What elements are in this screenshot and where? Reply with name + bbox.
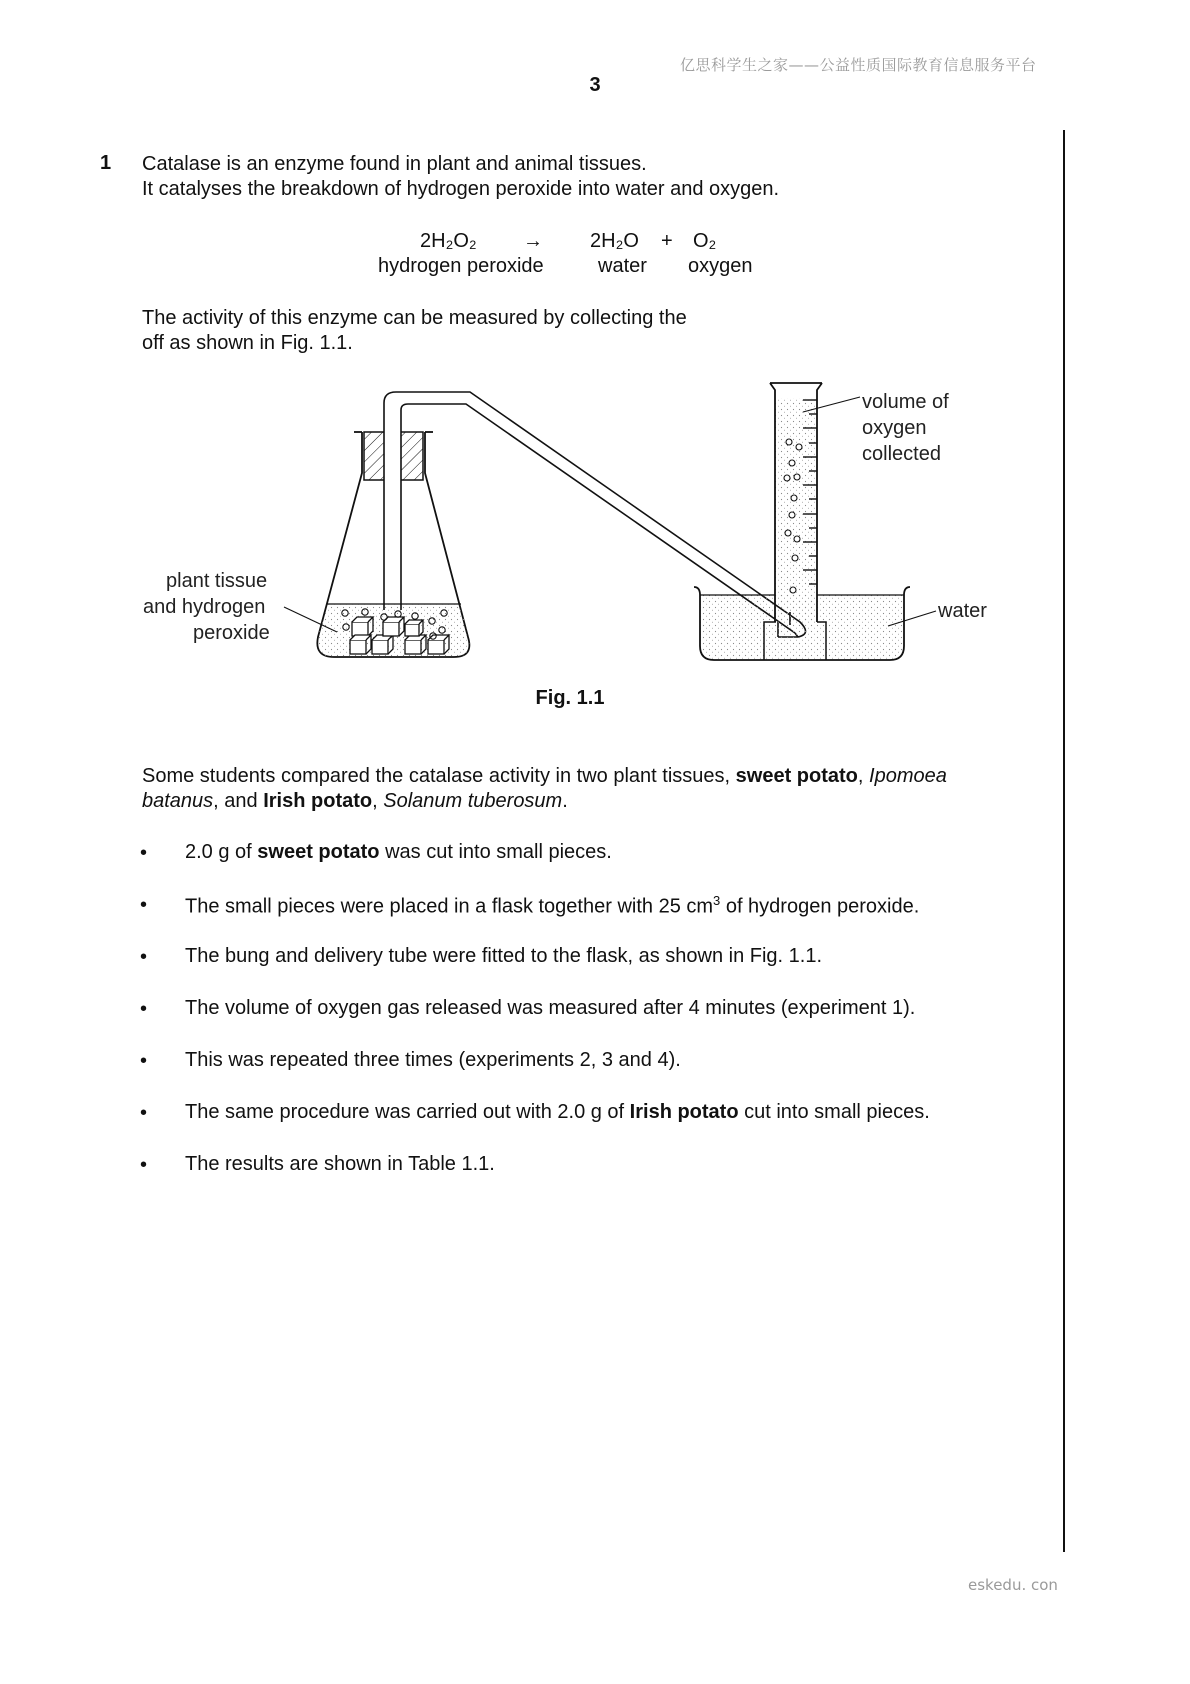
bullet-6-pre: The same procedure was carried out with 2.0 g of xyxy=(185,1101,630,1123)
comparison-end: . xyxy=(562,790,568,812)
equation-arrow: → xyxy=(523,230,543,252)
bullet-3-dot: • xyxy=(140,946,148,968)
sweet-potato-bold: sweet potato xyxy=(735,765,858,787)
bullet-1-post: was cut into small pieces. xyxy=(379,841,612,863)
bullet-1-bold: sweet potato xyxy=(257,841,380,863)
bullet-4-dot: • xyxy=(140,998,148,1020)
equation-product-water: 2H₂O xyxy=(590,230,639,252)
label-volume-3: collected xyxy=(862,443,941,465)
bullet-5: This was repeated three times (experiments 2, 3 and 4). xyxy=(185,1049,681,1071)
comparison-and: , and xyxy=(213,790,264,812)
header-site-name: 亿思科学生之家——公益性质国际教育信息服务平台 xyxy=(680,56,1037,74)
bullet-1 xyxy=(185,841,612,864)
label-volume-2: oxygen xyxy=(862,417,927,439)
equation-reactant: 2H₂O₂ xyxy=(420,230,477,252)
ipomoea-italic: Ipomoea xyxy=(869,765,947,787)
bullet-6 xyxy=(185,1101,930,1124)
label-plant-tissue-3: peroxide xyxy=(193,622,270,644)
bullet-5-dot: • xyxy=(140,1050,148,1072)
activity-line-1: The activity of this enzyme can be measured by collecting the xyxy=(142,307,687,329)
bullet-2-post: of hydrogen peroxide. xyxy=(720,895,920,918)
comparison-comma-2: , xyxy=(372,790,384,812)
measuring-cylinder xyxy=(770,383,822,622)
bullet-7: The results are shown in Table 1.1. xyxy=(185,1153,495,1175)
bullet-2-pre: The small pieces were placed in a flask together with 25 cm xyxy=(185,895,714,918)
bullet-6-dot: • xyxy=(140,1102,148,1124)
bullet-7-dot: • xyxy=(140,1154,148,1176)
equation-water-name: water xyxy=(598,255,647,277)
comparison-comma: , xyxy=(857,765,870,787)
footer-site-name: eskedu. con xyxy=(968,1576,1058,1594)
bullet-1-pre: 2.0 g of xyxy=(185,841,258,863)
question-number: 1 xyxy=(100,152,112,174)
comparison-text: Some students compared the catalase activity in two plant tissues, xyxy=(142,765,736,787)
figure-caption: Fig. 1.1 xyxy=(535,687,605,709)
bung xyxy=(364,430,423,484)
bullet-2 xyxy=(185,893,919,919)
bullet-2-dot: • xyxy=(140,894,148,916)
bullet-6-bold: Irish potato xyxy=(629,1101,739,1123)
equation-reactant-name: hydrogen peroxide xyxy=(378,255,544,277)
intro-line-2: It catalyses the breakdown of hydrogen peroxide into water and oxygen. xyxy=(142,178,780,200)
equation-oxygen-name: oxygen xyxy=(688,255,753,277)
bullet-4: The volume of oxygen gas released was measured after 4 minutes (experiment 1). xyxy=(185,997,916,1019)
label-plant-tissue-2: and hydrogen xyxy=(143,596,266,618)
activity-line-2: off as shown in Fig. 1.1. xyxy=(142,332,353,354)
irish-potato-bold: Irish potato xyxy=(263,790,373,812)
equation-plus: + xyxy=(661,230,673,252)
page-number: 3 xyxy=(589,74,601,96)
bullet-1-dot: • xyxy=(140,842,148,864)
bullet-6-post: cut into small pieces. xyxy=(738,1101,930,1123)
comparison-line-1 xyxy=(142,764,947,789)
intro-line-1: Catalase is an enzyme found in plant and animal tissues. xyxy=(142,153,647,175)
comparison-line-2 xyxy=(142,789,568,814)
label-volume-1: volume of xyxy=(862,391,949,413)
label-plant-tissue-1: plant tissue xyxy=(166,570,268,592)
solanum-italic: Solanum tuberosum xyxy=(383,790,563,812)
bullet-3: The bung and delivery tube were fitted to the flask, as shown in Fig. 1.1. xyxy=(185,945,823,967)
label-water: water xyxy=(938,600,987,622)
batanus-italic: batanus xyxy=(142,790,214,812)
bullet-2-sup: 3 xyxy=(713,893,721,908)
equation-product-oxygen: O₂ xyxy=(693,230,717,252)
